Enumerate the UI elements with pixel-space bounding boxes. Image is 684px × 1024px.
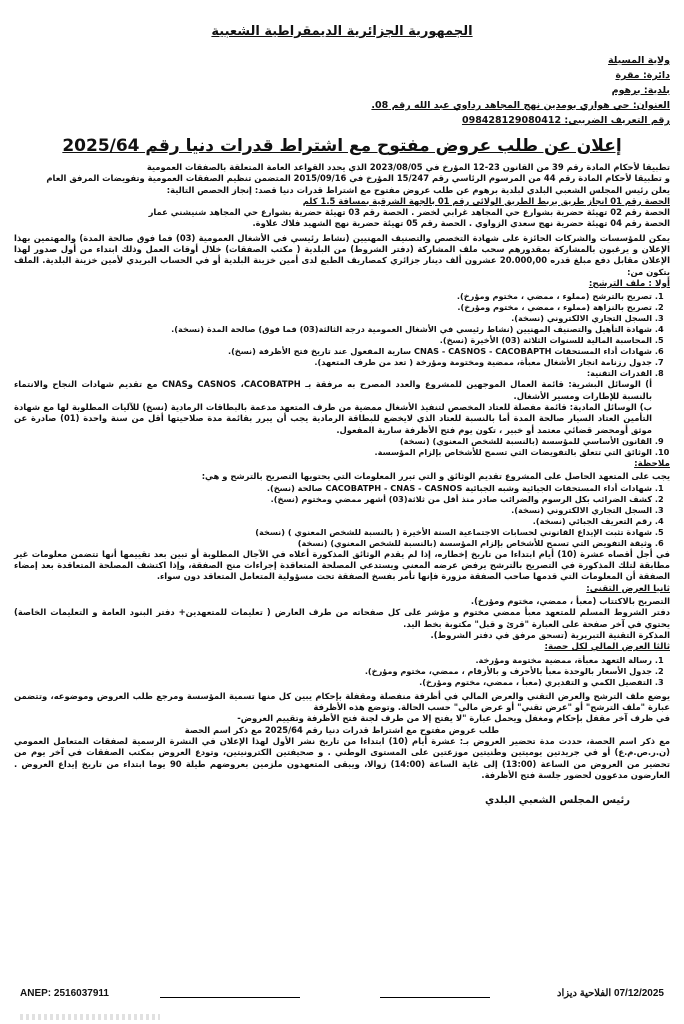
- list-item: 2. كشف الضرائب بكل الرسوم والضرائب صادر منذ أقل من ثلاثة(03) أشهر ممضي ومختوم (نسخ).: [14, 494, 652, 505]
- section-1-list: [14, 291, 670, 379]
- list-item: 4. شهادة التأهيل والتصنيف المهنيين (نشاط رئيسي في الأشغال العمومية درجة الثالثة(03) فما فوق) صالحة المدة (نسخة).: [14, 324, 652, 335]
- human-means: أ) الوسائل البشرية: قائمة العمال الموجهين للمشروع والعدد المصرح به مرفقة بـ CASNOS ،CACOBATPH وCNAS مع تقديم شهادات النجاح والانتماء بالنسبة للإطارات ومسير الأشغال.: [14, 379, 652, 401]
- publication-date: 07/12/2025 الفلاحية ديزاد: [556, 988, 664, 999]
- list-item: 2. جدول الأسعار بالوحدة معبأ بالأحرف و بالأرقام ، ممضي، مختوم ومؤرخ).: [14, 666, 652, 677]
- material-means: ب) الوسائل المادية: قائمة مفصلة للعتاد المخصص لتنفيذ الأشغال ممضية من طرف المتعهد مدعمة بالبطاقات الرمادية (نسخ) للآليات المطلوبة لها مع شهادة التأمين العتاد السيار صالحة المدة أما بالنسبة للعتاد الذي لايخضع للبطاقة الرمادية يجب أن يبرر بقائمة مدة صلاحيتها أقل من سنة واحدة (01) صادرة عن موثق أومحضر قضائي معتمد أو خبير ، تكون يوم فتح الأظرفة سارية المفعول.: [14, 402, 652, 435]
- scan-noise: [20, 1014, 160, 1020]
- section-2-heading: ثانيا العرض التقني:: [586, 583, 670, 594]
- intro-line: و تطبيقا لأحكام المادة رقم 44 من المرسوم الرئاسي رقم 15/247 المؤرخ في 2015/09/16 المتضمن تنظيم الصفقات العمومية وتفويضات المرفق العام: [46, 173, 670, 184]
- closing-paragraph: طلب عروض مفتوح مع اشتراط قدرات دنيا رقم 2025/64 مع ذكر اسم الحصة: [184, 724, 500, 735]
- list-item: 5. شهادة تثبت الإيداع القانوني لحسابات الاجتماعية السنة الأخيرة ( بالنسبة للشخص المعنوي ) (نسخة): [14, 527, 652, 538]
- list-item: 4. رقم التعريف الجبائي (نسخة).: [14, 516, 652, 527]
- list-item: المذكرة التقنية التبريرية (تسحق مرفق في دفتر الشروط).: [430, 630, 670, 641]
- list-item: 3. التفصيل الكمي و التقديري (معبأ ، ممضي، مختوم ومؤرخ).: [14, 677, 652, 688]
- list-item: 8. القدرات التقنية:: [14, 368, 652, 379]
- wilaya-line: ولاية المسيلة: [608, 55, 670, 66]
- daira-line: دائرة: مقرة: [615, 70, 670, 81]
- list-item: 6. شهادات أداء المستحقات CNAS - CASNOS - CACOBAPTH سارية المفعول عند تاريخ فتح الأظرفة (نسخ).: [14, 346, 652, 357]
- section-1-heading: أولا : ملف الترشح:: [588, 278, 670, 289]
- note-lead: يجب على المتعهد الحاصل على المشروع تقديم الوثائق و التي تبرر المعلومات التي يحتويها التصريح بالترشح و هي:: [201, 471, 670, 482]
- tax-id-line: رقم التعريف الضريبي: 098428129080412: [461, 115, 670, 126]
- list-item: 10. الوثائق التي تتعلق بالتفويضات التي تسمح للأشخاص بإلزام المؤسسة.: [14, 447, 652, 458]
- eligibility-paragraph: يمكن للمؤسسات والشركات الحائزة على شهادة التخصص والتصنيف المهنيين (نشاط رئيسي في الأشغال العمومية (03) فما فوق صالحة المدة) والمهتمين بهذا الإعلان و يرغبون بالمشاركة بمقدورهم سحب ملف المشاركة (دفتر الشروط) من البلدية ( مكتب الصفقات) خلال أوقات العمل وذلك ابتداء من أول صدور لهذا الإعلان مقابل دفع مبلغ قدره 20.000,00 عشرون ألف دينار جزائري كمصاريف الطبع لدى أمين خزينة البلدية أو في الحساب البريدي لأمين خزينة البلدية. الملف يتكون من:: [14, 232, 670, 277]
- intro-line: تطبيقا لأحكام المادة رقم 39 من القانون 23-12 المؤرخ في 2023/08/05 الذي يحدد القواعد العامة المتعلقة بالصفقات العمومية: [146, 162, 670, 172]
- lot-line: الحصة رقم 02 تهيئة حضرية بشوارع حي المجاهد غرابي لخضر . الحصة رقم 03 تهيئة حضرية بشوارع حي المجاهد شنيشني عمار: [148, 207, 670, 218]
- closing-paragraph: في ظرف آخر مقفل بإحكام ومغفل ويحمل عبارة "لا يفتح إلا من طرف لجنة فتح الأظرفة وتقييم العروض-: [237, 713, 670, 724]
- list-item: 7. جدول رزنامة انجاز الأشغال معبأة، ممضية ومختومة ومؤرخة ( تعد من طرف المتعهد).: [14, 357, 652, 368]
- announcement-page: [14, 18, 670, 1008]
- anep-number: ANEP: 2516037911: [20, 988, 109, 999]
- note-heading: ملاحظة:: [634, 458, 670, 469]
- list-item: 1. رسالة التعهد معبأة، ممضية مختومة ومؤرخة.: [14, 655, 652, 666]
- section-3-list: [14, 655, 670, 688]
- list-item: دفتر الشروط المسلم للمتعهد معبأ ممضي مختوم و مؤشر على كل صفحاته من طرف العارض ( تعليمات للمتعهدين+ دفتر البنود العامة و التعليمات الخاصة) يحتوي في آخر صفحة على العبارة "قرئ و قبل" مكتوبة بخط اليد.: [14, 607, 670, 629]
- footer-rule: [380, 997, 490, 998]
- intro-line: يعلن رئيس المجلس الشعبي البلدي لبلدية برهوم عن طلب عروض مفتوح مع اشتراط قدرات دنيا قصد: إنجاز الحصص التالية:: [166, 184, 670, 195]
- lot-line: الحصة رقم 04 تهيئة حضرية نهج سعدي الزواوي . الحصة رقم 05 تهيئة حضرية نهج الشهيد فلاك علاوة.: [252, 218, 670, 229]
- signature: رئيس المجلس الشعبي البلدي: [485, 795, 630, 807]
- list-item: 1. شهادات أداء المستحقات الجبائية وشبه الجبائية CACOBATPH - CNAS - CASNOS صالحة (نسخ).: [14, 483, 652, 494]
- list-item: 2. تصريح بالنزاهة (مملوء ، ممضي ، مختوم ومؤرخ).: [14, 302, 652, 313]
- commune-line: بلدية: برهوم: [611, 85, 670, 96]
- list-item: 6. وثيقة التفويض التي تسمح للأشخاص بإلزام المؤسسة (بالنسبة للشخص المعنوي) (نسخة): [14, 538, 652, 549]
- list-item: التصريح بالاكتتاب (معبأ ، ممضي، مختوم ومؤرخ).: [470, 596, 670, 607]
- list-item: 3. السجل التجاري الالكتروني (نسخة).: [14, 313, 652, 324]
- list-item: 1. تصريح بالترشح (مملوء ، ممضي ، مختوم ومؤرخ).: [14, 291, 652, 302]
- section-1-extra: [14, 436, 670, 458]
- republic-header: الجمهورية الجزائرية الديمقراطية الشعبية: [211, 24, 473, 39]
- footer: [20, 988, 664, 1004]
- list-item: 3. السجل التجاري الالكتروني (نسخة).: [14, 505, 652, 516]
- address-line: العنوان: حي هواري بومدين نهج المجاهد رداوي عبد الله رقم 08.: [371, 100, 670, 111]
- closing-paragraph: مع ذكر اسم الحصة، حددت مدة تحضير العروض بـ: عشرة أيام (10) ابتداءا من تاريخ نشر الأول لهذا الإعلان في النشرة الرسمية لصفقات المتعامل العمومي (ن.ر.ص.م.ع) أو في جريدتين يوميتين وطنيتين موزعتين على المستوى الوطني . و صحيفتين الكترونيتين، وتودع العروض بمكتب الصفقات في آخر يوم من تحضير من العروض من الساعة (13:00) إلى غاية الساعة (14:00) زوالا، ويبقى المتعهدون ملزمين بعروضهم طيلة 90 يوما ابتداء من تاريخ إيداع العروض . العارضون مدعوون لحضور جلسة فتح الأظرفة.: [14, 736, 671, 780]
- note-list: [14, 483, 670, 549]
- footer-rule: [160, 997, 300, 998]
- admin-block: [14, 53, 670, 128]
- list-item: 9. القانون الأساسي للمؤسسة (بالنسبة للشخص المعنوي) (نسخة): [14, 436, 652, 447]
- section-3-heading: ثالثا العرض المالي لكل حصة:: [544, 642, 670, 653]
- closing-paragraph: يوضع ملف الترشح والعرض التقني والعرض المالي في أظرفة منفصلة ومقفلة بإحكام يبين كل منها تسمية المؤسسة ومرجع طلب العروض وموضوعه، وتتضمن عبارة "ملف الترشح" أو "عرض تقني" أو عرض مالي" حسب الحالة. وتوضع هذه الأظرفة: [14, 690, 670, 713]
- lot-line: الحصة رقم 01 انجاز طريق يربط الطريق الولائي رقم 01 بالجهة الشرقية بمسافة 1.5 كلم: [302, 195, 670, 206]
- announcement-title: إعلان عن طلب عروض مفتوح مع اشتراط قدرات دنيا رقم 2025/64: [62, 136, 622, 156]
- note-tail: في أجل أقصاه عشرة (10) أيام ابتداءا من تاريخ إخطاره، إذا لم يقدم الوثائق المذكورة أعلاه في الآجال المطلوبة أو تبين بعد تقييمها أنها تتضمن معلومات غير مطابقة لتلك المذكورة في التصريح بالترشح يرفض عرضه المعني ويستدعي المصلحة المتعاقدة إجراءات منح الصفقة، وإذا اكتشف المصلحة المتعاقدة بعد إمضاء الصفقة أن المعلومات التي قدمها صاحب الصفقة مزورة فإنها تأمر بفسخ الصفقة تحت مسؤولية المتعامل المتعاقد دون سواء.: [14, 548, 670, 582]
- list-item: 5. المحاسبة المالية للسنوات الثلاثة (03) الأخيرة (نسخ).: [14, 335, 652, 346]
